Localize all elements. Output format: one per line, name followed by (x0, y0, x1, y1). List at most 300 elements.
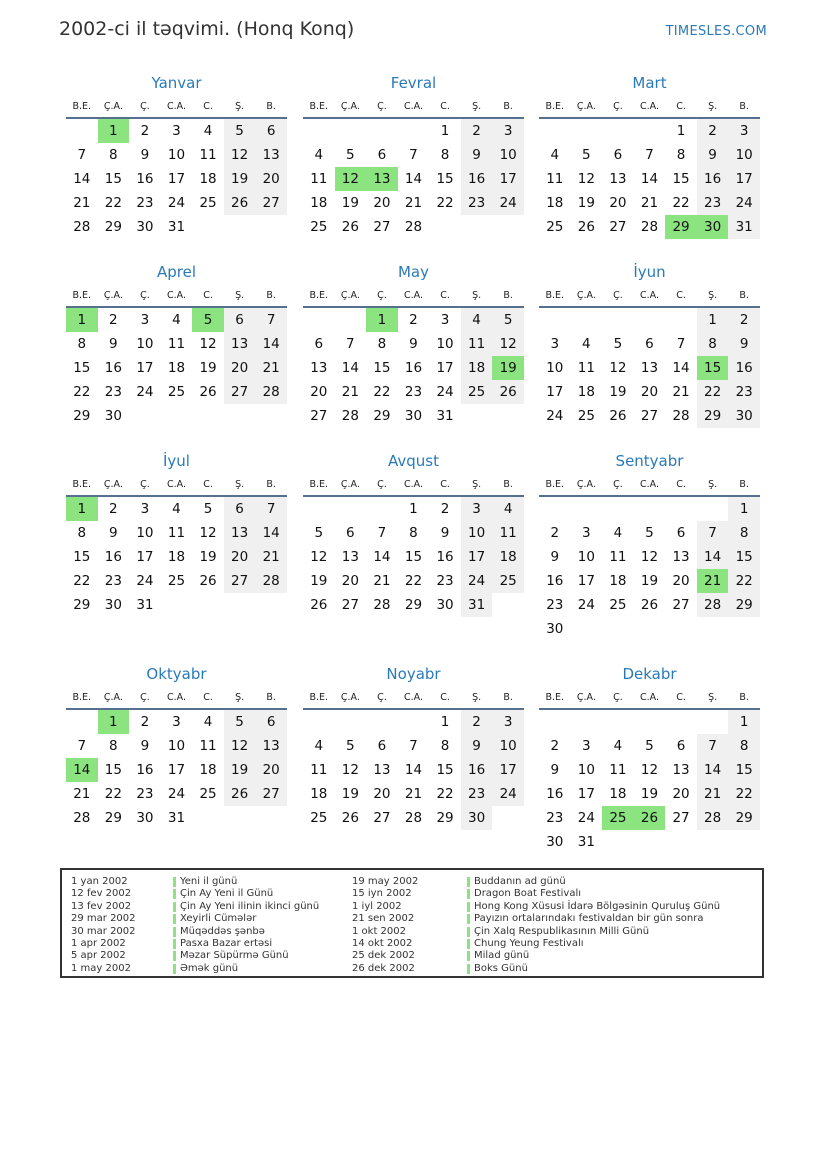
weekday-label: B.E. (72, 290, 92, 301)
weekday-label: C.A. (166, 692, 186, 703)
day-cell: 26 (310, 597, 328, 613)
legend-date: 26 dek 2002 (352, 962, 415, 974)
weekday-label: B. (739, 692, 749, 703)
day-cell: 24 (461, 569, 493, 593)
empty-cell (255, 404, 287, 428)
month-name: Mart (632, 74, 667, 92)
day-cell: 1 (366, 308, 398, 332)
day-cell: 13 (255, 143, 287, 167)
empty-cell (255, 215, 287, 239)
day-cell: 19 (492, 356, 524, 380)
legend-date: 15 iyn 2002 (352, 888, 412, 900)
day-cell: 25 (546, 219, 564, 235)
weekday-header (303, 687, 524, 710)
day-cell: 12 (335, 167, 367, 191)
day-cell: 16 (546, 573, 564, 589)
day-cell: 14 (672, 360, 690, 376)
day-cell: 22 (697, 380, 729, 404)
weekday-label: C.A. (639, 101, 659, 112)
weekday-label: Ç.A. (103, 101, 123, 112)
day-cell: 16 (136, 762, 154, 778)
day-cell: 23 (136, 195, 154, 211)
month-10 (66, 664, 287, 830)
day-cell: 11 (609, 549, 627, 565)
day-cell: 25 (199, 195, 217, 211)
day-cell: 6 (314, 336, 324, 352)
day-cell: 23 (461, 191, 493, 215)
day-cell: 1 (440, 714, 450, 730)
day-cell: 7 (255, 497, 287, 521)
day-cell: 11 (199, 738, 217, 754)
day-cell: 28 (697, 806, 729, 830)
day-cell: 30 (461, 806, 493, 830)
weekday-label: Ş. (235, 479, 245, 490)
day-cell: 16 (404, 360, 423, 376)
day-cell: 4 (172, 312, 181, 328)
day-cell: 16 (697, 167, 729, 191)
month-name: May (397, 263, 429, 281)
day-cell: 11 (546, 171, 564, 187)
day-cell: 20 (224, 356, 256, 380)
month-name: İyun (633, 263, 666, 281)
day-cell: 28 (404, 219, 423, 235)
day-cell: 15 (697, 356, 729, 380)
day-cell: 5 (645, 738, 654, 754)
day-cell: 28 (640, 219, 659, 235)
day-cell: 12 (224, 143, 256, 167)
weekday-label: Ç.A. (576, 479, 596, 490)
day-cell: 7 (697, 734, 729, 758)
day-cell: 30 (728, 404, 760, 428)
holiday-marker (173, 927, 176, 937)
day-cell: 4 (203, 714, 213, 730)
month-name: Fevral (390, 74, 437, 92)
day-cell: 10 (461, 521, 493, 545)
day-cell: 14 (640, 171, 659, 187)
day-cell: 31 (577, 834, 595, 850)
day-cell: 7 (255, 308, 287, 332)
legend-holiday-name: Buddanın ad günü (474, 876, 566, 887)
day-cell: 3 (550, 336, 560, 352)
day-cell: 24 (136, 573, 154, 589)
holiday-marker (467, 964, 470, 974)
weekday-header (539, 285, 760, 308)
weekday-label: C.A. (403, 290, 423, 301)
day-cell: 29 (697, 404, 729, 428)
day-cell: 6 (676, 738, 686, 754)
empty-cell (366, 710, 398, 734)
empty-cell (224, 215, 256, 239)
day-grid (66, 119, 287, 239)
day-cell: 28 (255, 569, 287, 593)
day-cell: 11 (609, 762, 627, 778)
day-cell: 7 (697, 521, 729, 545)
day-cell: 1 (676, 123, 686, 139)
day-cell: 13 (672, 549, 690, 565)
holiday-marker (467, 914, 470, 924)
day-cell: 3 (140, 501, 150, 517)
day-cell: 18 (199, 171, 217, 187)
weekday-label: Ç.A. (576, 692, 596, 703)
day-cell: 17 (167, 171, 186, 187)
day-cell: 26 (341, 219, 359, 235)
day-cell: 8 (697, 332, 729, 356)
day-cell: 26 (577, 219, 595, 235)
day-cell: 21 (672, 384, 690, 400)
month-name: Sentyabr (615, 452, 684, 470)
day-cell: 11 (492, 521, 524, 545)
day-cell: 5 (582, 147, 591, 163)
empty-cell (161, 593, 193, 617)
holiday-marker (173, 914, 176, 924)
day-cell: 17 (136, 549, 154, 565)
day-cell: 31 (461, 593, 493, 617)
day-cell: 9 (550, 762, 560, 778)
day-cell: 8 (440, 147, 450, 163)
day-cell: 18 (167, 360, 186, 376)
empty-cell (255, 593, 287, 617)
day-cell: 23 (404, 384, 423, 400)
empty-cell (602, 497, 634, 521)
day-cell: 13 (224, 521, 256, 545)
day-grid (66, 497, 287, 617)
day-cell: 24 (728, 191, 760, 215)
day-cell: 14 (255, 332, 287, 356)
day-cell: 29 (728, 806, 760, 830)
empty-cell (665, 497, 697, 521)
day-cell: 30 (546, 621, 564, 637)
day-cell: 16 (136, 171, 154, 187)
legend-date: 25 dek 2002 (352, 950, 415, 962)
day-cell: 19 (224, 167, 256, 191)
day-cell: 15 (728, 758, 760, 782)
weekday-label: Ç.A. (103, 290, 123, 301)
legend-holiday-name: Hong Kong Xüsusi İdarə Bölgəsinin Quruluş Günü (474, 900, 721, 912)
day-cell: 19 (640, 573, 659, 589)
empty-cell (255, 806, 287, 830)
day-cell: 10 (577, 762, 595, 778)
day-cell: 9 (109, 525, 118, 541)
weekday-label: Ş. (472, 101, 482, 112)
day-cell: 20 (255, 758, 287, 782)
day-cell: 20 (310, 384, 328, 400)
day-cell: 12 (224, 734, 256, 758)
empty-cell (634, 119, 666, 143)
weekday-label: Ç. (613, 290, 623, 301)
weekday-label: Ş. (472, 479, 482, 490)
day-cell: 8 (109, 738, 118, 754)
day-cell: 1 (409, 501, 418, 517)
day-cell: 26 (634, 806, 666, 830)
day-cell: 5 (224, 119, 256, 143)
legend-holiday-name: Çin Ay Yeni il Günü (180, 888, 274, 900)
empty-cell (539, 308, 571, 332)
weekday-label: C. (440, 290, 450, 301)
day-cell: 22 (373, 384, 391, 400)
day-cell: 26 (341, 810, 359, 826)
day-cell: 25 (461, 380, 493, 404)
legend-date: 1 may 2002 (71, 962, 131, 974)
day-cell: 31 (167, 810, 186, 826)
weekday-label: Ş. (235, 290, 245, 301)
empty-cell (602, 308, 634, 332)
day-cell: 16 (104, 360, 122, 376)
day-cell: 12 (199, 525, 217, 541)
day-cell: 7 (409, 147, 418, 163)
day-cell: 6 (346, 525, 355, 541)
day-cell: 2 (440, 501, 450, 517)
day-cell: 24 (167, 786, 186, 802)
empty-cell (224, 593, 256, 617)
day-cell: 10 (136, 336, 154, 352)
day-grid (66, 308, 287, 428)
day-cell: 19 (577, 195, 595, 211)
empty-cell (602, 617, 634, 641)
day-cell: 15 (728, 545, 760, 569)
empty-cell (66, 119, 98, 143)
day-cell: 29 (436, 810, 454, 826)
day-cell: 1 (728, 497, 760, 521)
empty-cell (634, 830, 666, 854)
weekday-label: B. (503, 101, 513, 112)
day-cell: 27 (310, 408, 328, 424)
legend-date: 1 iyl 2002 (352, 900, 402, 912)
day-cell: 27 (255, 782, 287, 806)
weekday-label: B. (266, 479, 276, 490)
day-cell: 21 (697, 569, 729, 593)
day-cell: 27 (640, 408, 659, 424)
day-cell: 22 (728, 569, 760, 593)
empty-cell (539, 710, 571, 734)
day-cell: 22 (728, 782, 760, 806)
weekday-label: B. (503, 290, 513, 301)
empty-cell (571, 497, 603, 521)
day-cell: 12 (492, 332, 524, 356)
day-cell: 29 (665, 215, 697, 239)
day-cell: 2 (140, 123, 150, 139)
day-cell: 2 (461, 119, 493, 143)
holiday-marker (173, 889, 176, 899)
day-cell: 20 (672, 573, 690, 589)
day-cell: 10 (577, 549, 595, 565)
empty-cell (602, 119, 634, 143)
day-cell: 19 (199, 360, 217, 376)
day-cell: 11 (199, 147, 217, 163)
day-cell: 7 (77, 147, 87, 163)
weekday-label: B.E. (72, 692, 92, 703)
day-cell: 15 (104, 762, 122, 778)
day-cell: 19 (199, 549, 217, 565)
day-cell: 17 (577, 573, 595, 589)
empty-cell (602, 830, 634, 854)
holiday-marker (467, 927, 470, 937)
day-cell: 18 (310, 786, 328, 802)
day-cell: 25 (167, 573, 186, 589)
legend-date: 1 okt 2002 (352, 925, 406, 937)
empty-cell (192, 404, 224, 428)
weekday-header (66, 96, 287, 119)
weekday-header (66, 474, 287, 497)
day-cell: 26 (199, 384, 217, 400)
weekday-label: Ç.A. (340, 290, 360, 301)
empty-cell (634, 308, 666, 332)
day-cell: 29 (373, 408, 391, 424)
weekday-label: C. (440, 101, 450, 112)
empty-cell (571, 119, 603, 143)
day-cell: 12 (199, 336, 217, 352)
brand-link[interactable]: TIMESLES.COM (665, 24, 767, 39)
weekday-header (539, 96, 760, 119)
day-cell: 15 (672, 171, 690, 187)
weekday-label: C.A. (166, 101, 186, 112)
day-cell: 24 (136, 384, 154, 400)
day-cell: 21 (341, 384, 359, 400)
day-cell: 17 (167, 762, 186, 778)
weekday-label: B.E. (309, 101, 329, 112)
day-cell: 2 (461, 710, 493, 734)
day-cell: 19 (341, 786, 359, 802)
empty-cell (634, 497, 666, 521)
day-cell: 6 (224, 308, 256, 332)
day-cell: 5 (346, 738, 355, 754)
day-cell: 23 (697, 191, 729, 215)
day-cell: 25 (492, 569, 524, 593)
holiday-marker (467, 877, 470, 887)
weekday-label: C. (440, 692, 450, 703)
day-cell: 7 (409, 738, 418, 754)
month-2 (303, 73, 524, 239)
legend-date: 30 mar 2002 (71, 925, 136, 937)
weekday-label: Ş. (472, 692, 482, 703)
day-cell: 15 (73, 549, 91, 565)
day-cell: 2 (697, 119, 729, 143)
day-cell: 4 (582, 336, 591, 352)
weekday-header (66, 687, 287, 710)
empty-cell (602, 710, 634, 734)
day-cell: 13 (224, 332, 256, 356)
day-cell: 4 (613, 738, 623, 754)
weekday-label: C.A. (166, 479, 186, 490)
day-cell: 21 (73, 786, 91, 802)
weekday-label: C.A. (166, 290, 186, 301)
day-cell: 18 (546, 195, 564, 211)
day-cell: 28 (73, 219, 91, 235)
day-cell: 25 (602, 806, 634, 830)
month-name: Noyabr (386, 665, 441, 683)
day-cell: 16 (461, 167, 493, 191)
holiday-marker (467, 889, 470, 899)
day-cell: 24 (577, 810, 595, 826)
day-cell: 16 (728, 356, 760, 380)
day-cell: 8 (377, 336, 387, 352)
day-cell: 15 (373, 360, 391, 376)
day-cell: 17 (577, 786, 595, 802)
holiday-marker (467, 902, 470, 912)
day-cell: 21 (255, 356, 287, 380)
weekday-label: C. (676, 479, 686, 490)
day-cell: 8 (409, 525, 418, 541)
month-9 (539, 451, 760, 641)
day-cell: 20 (341, 573, 359, 589)
legend-holiday-name: Çin Xalq Respublikasının Milli Günü (474, 925, 650, 937)
legend-holiday-name: Çin Ay Yeni ilinin ikinci günü (180, 900, 320, 912)
day-cell: 11 (310, 171, 328, 187)
holiday-marker (467, 951, 470, 961)
day-cell: 27 (341, 597, 359, 613)
day-cell: 7 (645, 147, 654, 163)
day-cell: 15 (104, 171, 122, 187)
day-cell: 19 (609, 384, 627, 400)
day-cell: 30 (104, 597, 122, 613)
day-cell: 29 (404, 597, 423, 613)
empty-cell (492, 404, 524, 428)
day-cell: 3 (172, 123, 181, 139)
day-cell: 13 (373, 762, 391, 778)
day-cell: 3 (140, 312, 150, 328)
day-cell: 26 (224, 782, 256, 806)
day-cell: 29 (104, 810, 122, 826)
day-cell: 30 (546, 834, 564, 850)
weekday-label: C.A. (639, 692, 659, 703)
day-cell: 6 (377, 147, 387, 163)
day-cell: 8 (77, 525, 87, 541)
empty-cell (728, 830, 760, 854)
day-cell: 30 (436, 597, 454, 613)
day-cell: 31 (167, 219, 186, 235)
day-cell: 20 (672, 786, 690, 802)
weekday-header (303, 285, 524, 308)
day-cell: 11 (310, 762, 328, 778)
weekday-label: B. (739, 290, 749, 301)
empty-cell (129, 404, 161, 428)
day-cell: 4 (172, 501, 181, 517)
empty-cell (634, 710, 666, 734)
day-cell: 24 (436, 384, 454, 400)
day-cell: 2 (140, 714, 150, 730)
weekday-label: Ç.A. (340, 479, 360, 490)
empty-cell (335, 710, 367, 734)
day-cell: 22 (436, 786, 454, 802)
month-name: Dekabr (622, 665, 677, 683)
empty-cell (697, 497, 729, 521)
day-cell: 4 (203, 123, 213, 139)
day-cell: 30 (404, 408, 423, 424)
empty-cell (161, 404, 193, 428)
day-cell: 14 (404, 171, 423, 187)
legend-holiday-name: Boks Günü (474, 962, 528, 974)
day-cell: 18 (609, 573, 627, 589)
weekday-label: Ç. (377, 101, 387, 112)
day-cell: 26 (609, 408, 627, 424)
day-cell: 17 (461, 545, 493, 569)
empty-cell (192, 215, 224, 239)
day-cell: 3 (492, 710, 524, 734)
weekday-label: C. (676, 101, 686, 112)
day-cell: 9 (461, 143, 493, 167)
day-cell: 16 (546, 786, 564, 802)
day-cell: 4 (461, 308, 493, 332)
day-grid (539, 119, 760, 239)
day-cell: 8 (676, 147, 686, 163)
month-5 (303, 262, 524, 428)
day-cell: 6 (255, 710, 287, 734)
weekday-label: Ç. (613, 692, 623, 703)
day-cell: 12 (609, 360, 627, 376)
day-cell: 7 (377, 525, 387, 541)
day-grid (66, 710, 287, 830)
day-cell: 9 (550, 549, 560, 565)
legend-holiday-name: Yeni il günü (180, 876, 238, 887)
